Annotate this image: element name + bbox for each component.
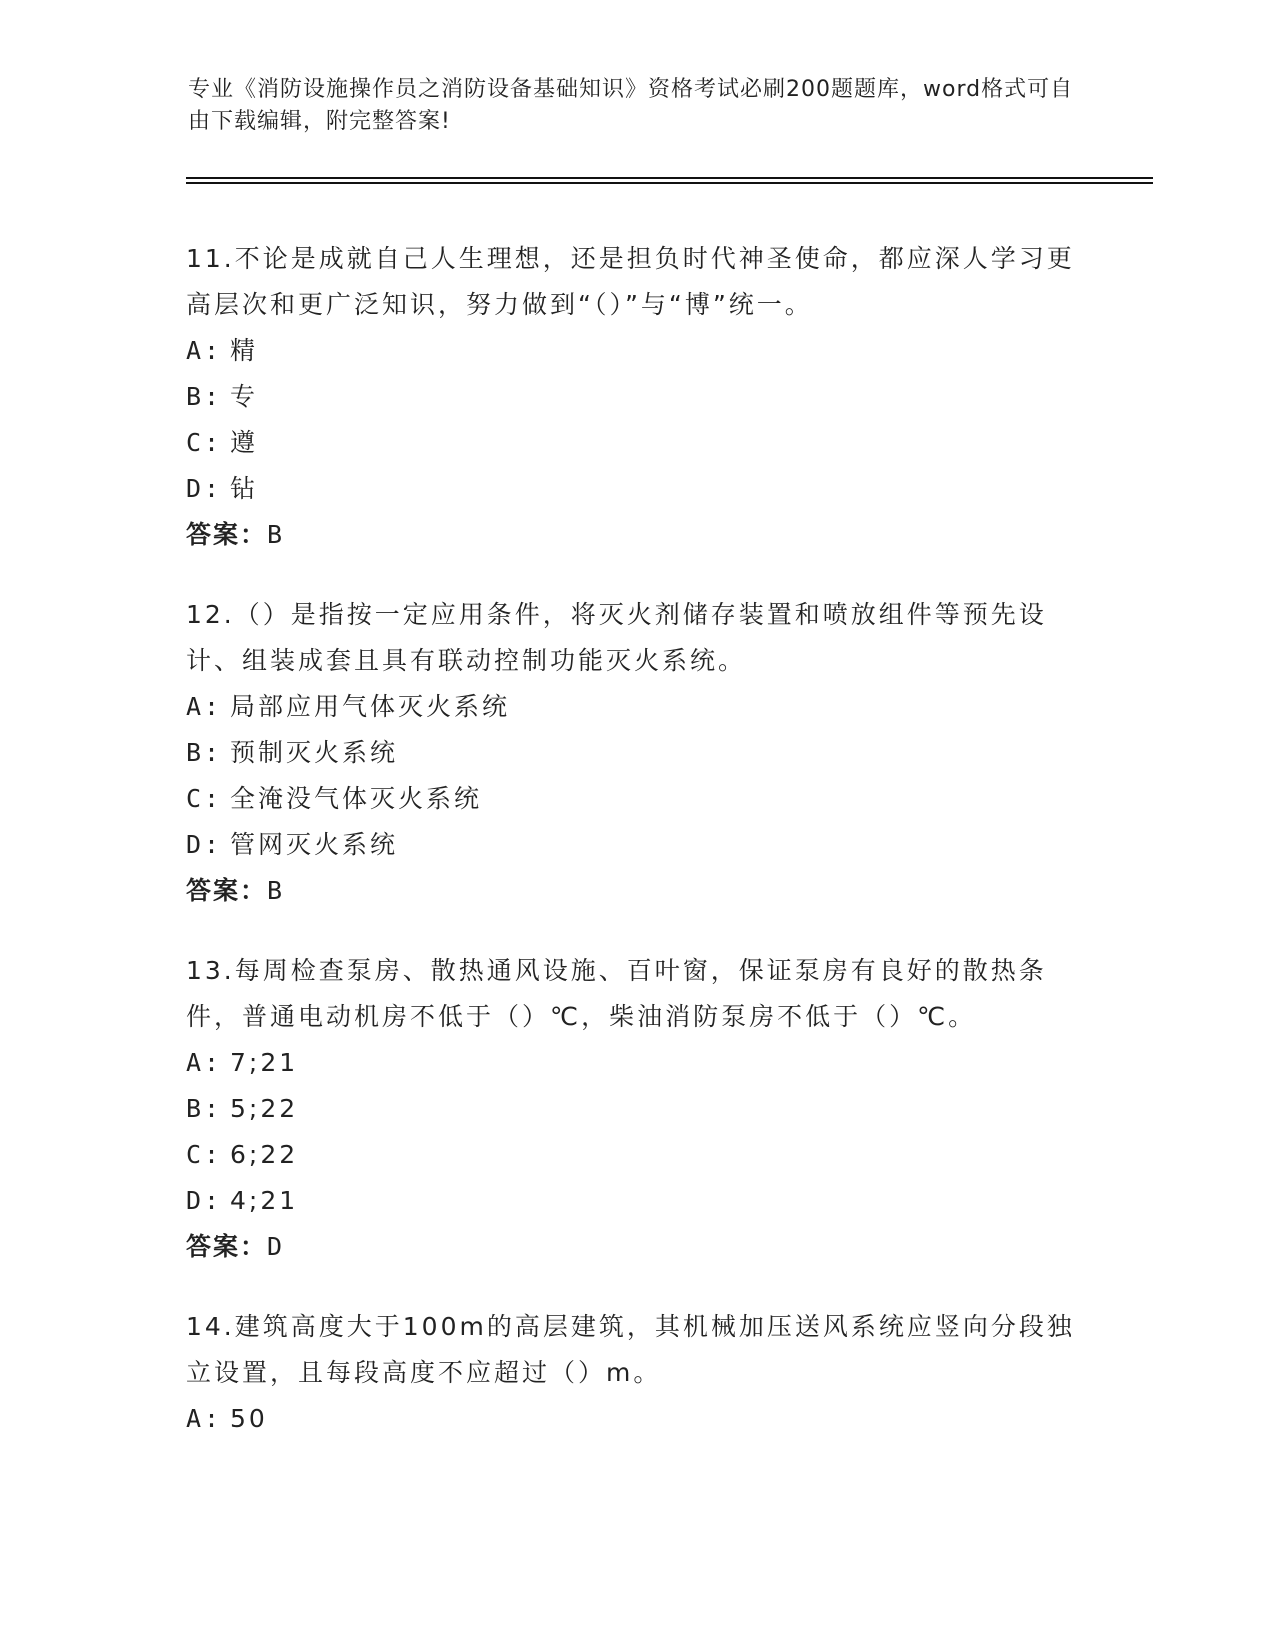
option-text: 4;21 (230, 1186, 299, 1215)
option-d (186, 1178, 1086, 1224)
option-text: 7;21 (230, 1048, 299, 1077)
question-13 (186, 948, 1086, 1270)
option-b (186, 374, 1086, 420)
answer-line (186, 1224, 1086, 1270)
question-11 (186, 236, 1086, 558)
option-d (186, 466, 1086, 512)
question-text: 11.不论是成就自己人生理想，还是担负时代神圣使命，都应深人学习更高层次和更广泛知识，努力做到“（）”与“博”统一。 (186, 244, 1075, 319)
option-text: 钻 (230, 474, 259, 503)
option-c (186, 1132, 1086, 1178)
option-c (186, 420, 1086, 466)
option-text: 全淹没气体灭火系统 (230, 784, 483, 813)
option-letter: D: (186, 1186, 223, 1215)
document-header (188, 74, 1088, 138)
option-text: 精 (230, 336, 259, 365)
answer-label: 答案： (186, 520, 268, 549)
option-letter: C: (186, 428, 223, 457)
option-text: 管网灭火系统 (230, 830, 399, 859)
answer-line (186, 868, 1086, 914)
option-letter: C: (186, 1140, 223, 1169)
answer-value: B (267, 520, 285, 549)
option-a (186, 328, 1086, 374)
option-b (186, 730, 1086, 776)
option-letter: A: (186, 1048, 223, 1077)
answer-label: 答案： (186, 876, 268, 905)
question-14 (186, 1304, 1086, 1442)
question-text: 14.建筑高度大于100m的高层建筑，其机械加压送风系统应竖向分段独立设置，且每段高度不应超过（）m。 (186, 1312, 1075, 1387)
question-text: 13.每周检查泵房、散热通风设施、百叶窗，保证泵房有良好的散热条件，普通电动机房不低于（）℃，柴油消防泵房不低于（）℃。 (186, 956, 1047, 1031)
answer-label: 答案： (186, 1232, 268, 1261)
question-12 (186, 592, 1086, 914)
answer-line (186, 512, 1086, 558)
answer-value: B (267, 876, 285, 905)
option-letter: A: (186, 1404, 223, 1433)
option-letter: B: (186, 738, 223, 767)
header-divider-top (186, 177, 1153, 179)
option-a (186, 1396, 1086, 1442)
option-letter: A: (186, 336, 223, 365)
option-a (186, 684, 1086, 730)
question-list (186, 236, 1086, 1476)
option-text: 5;22 (230, 1094, 299, 1123)
option-c (186, 776, 1086, 822)
option-text: 50 (230, 1404, 268, 1433)
option-letter: C: (186, 784, 223, 813)
answer-value: D (267, 1232, 285, 1261)
option-text: 专 (230, 382, 259, 411)
header-divider-bottom (186, 182, 1153, 184)
option-letter: D: (186, 830, 223, 859)
question-text: 12.（）是指按一定应用条件，将灭火剂储存装置和喷放组件等预先设计、组装成套且具有联动控制功能灭火系统。 (186, 600, 1047, 675)
option-text: 局部应用气体灭火系统 (230, 692, 511, 721)
option-b (186, 1086, 1086, 1132)
option-letter: A: (186, 692, 223, 721)
option-letter: D: (186, 474, 223, 503)
header-title: 专业《消防设施操作员之消防设备基础知识》资格考试必刷200题题库，word格式可自由下载编辑，附完整答案! (188, 77, 1074, 134)
option-text: 遵 (230, 428, 259, 457)
option-d (186, 822, 1086, 868)
option-text: 预制灭火系统 (230, 738, 399, 767)
option-a (186, 1040, 1086, 1086)
option-text: 6;22 (230, 1140, 299, 1169)
option-letter: B: (186, 1094, 223, 1123)
option-letter: B: (186, 382, 223, 411)
